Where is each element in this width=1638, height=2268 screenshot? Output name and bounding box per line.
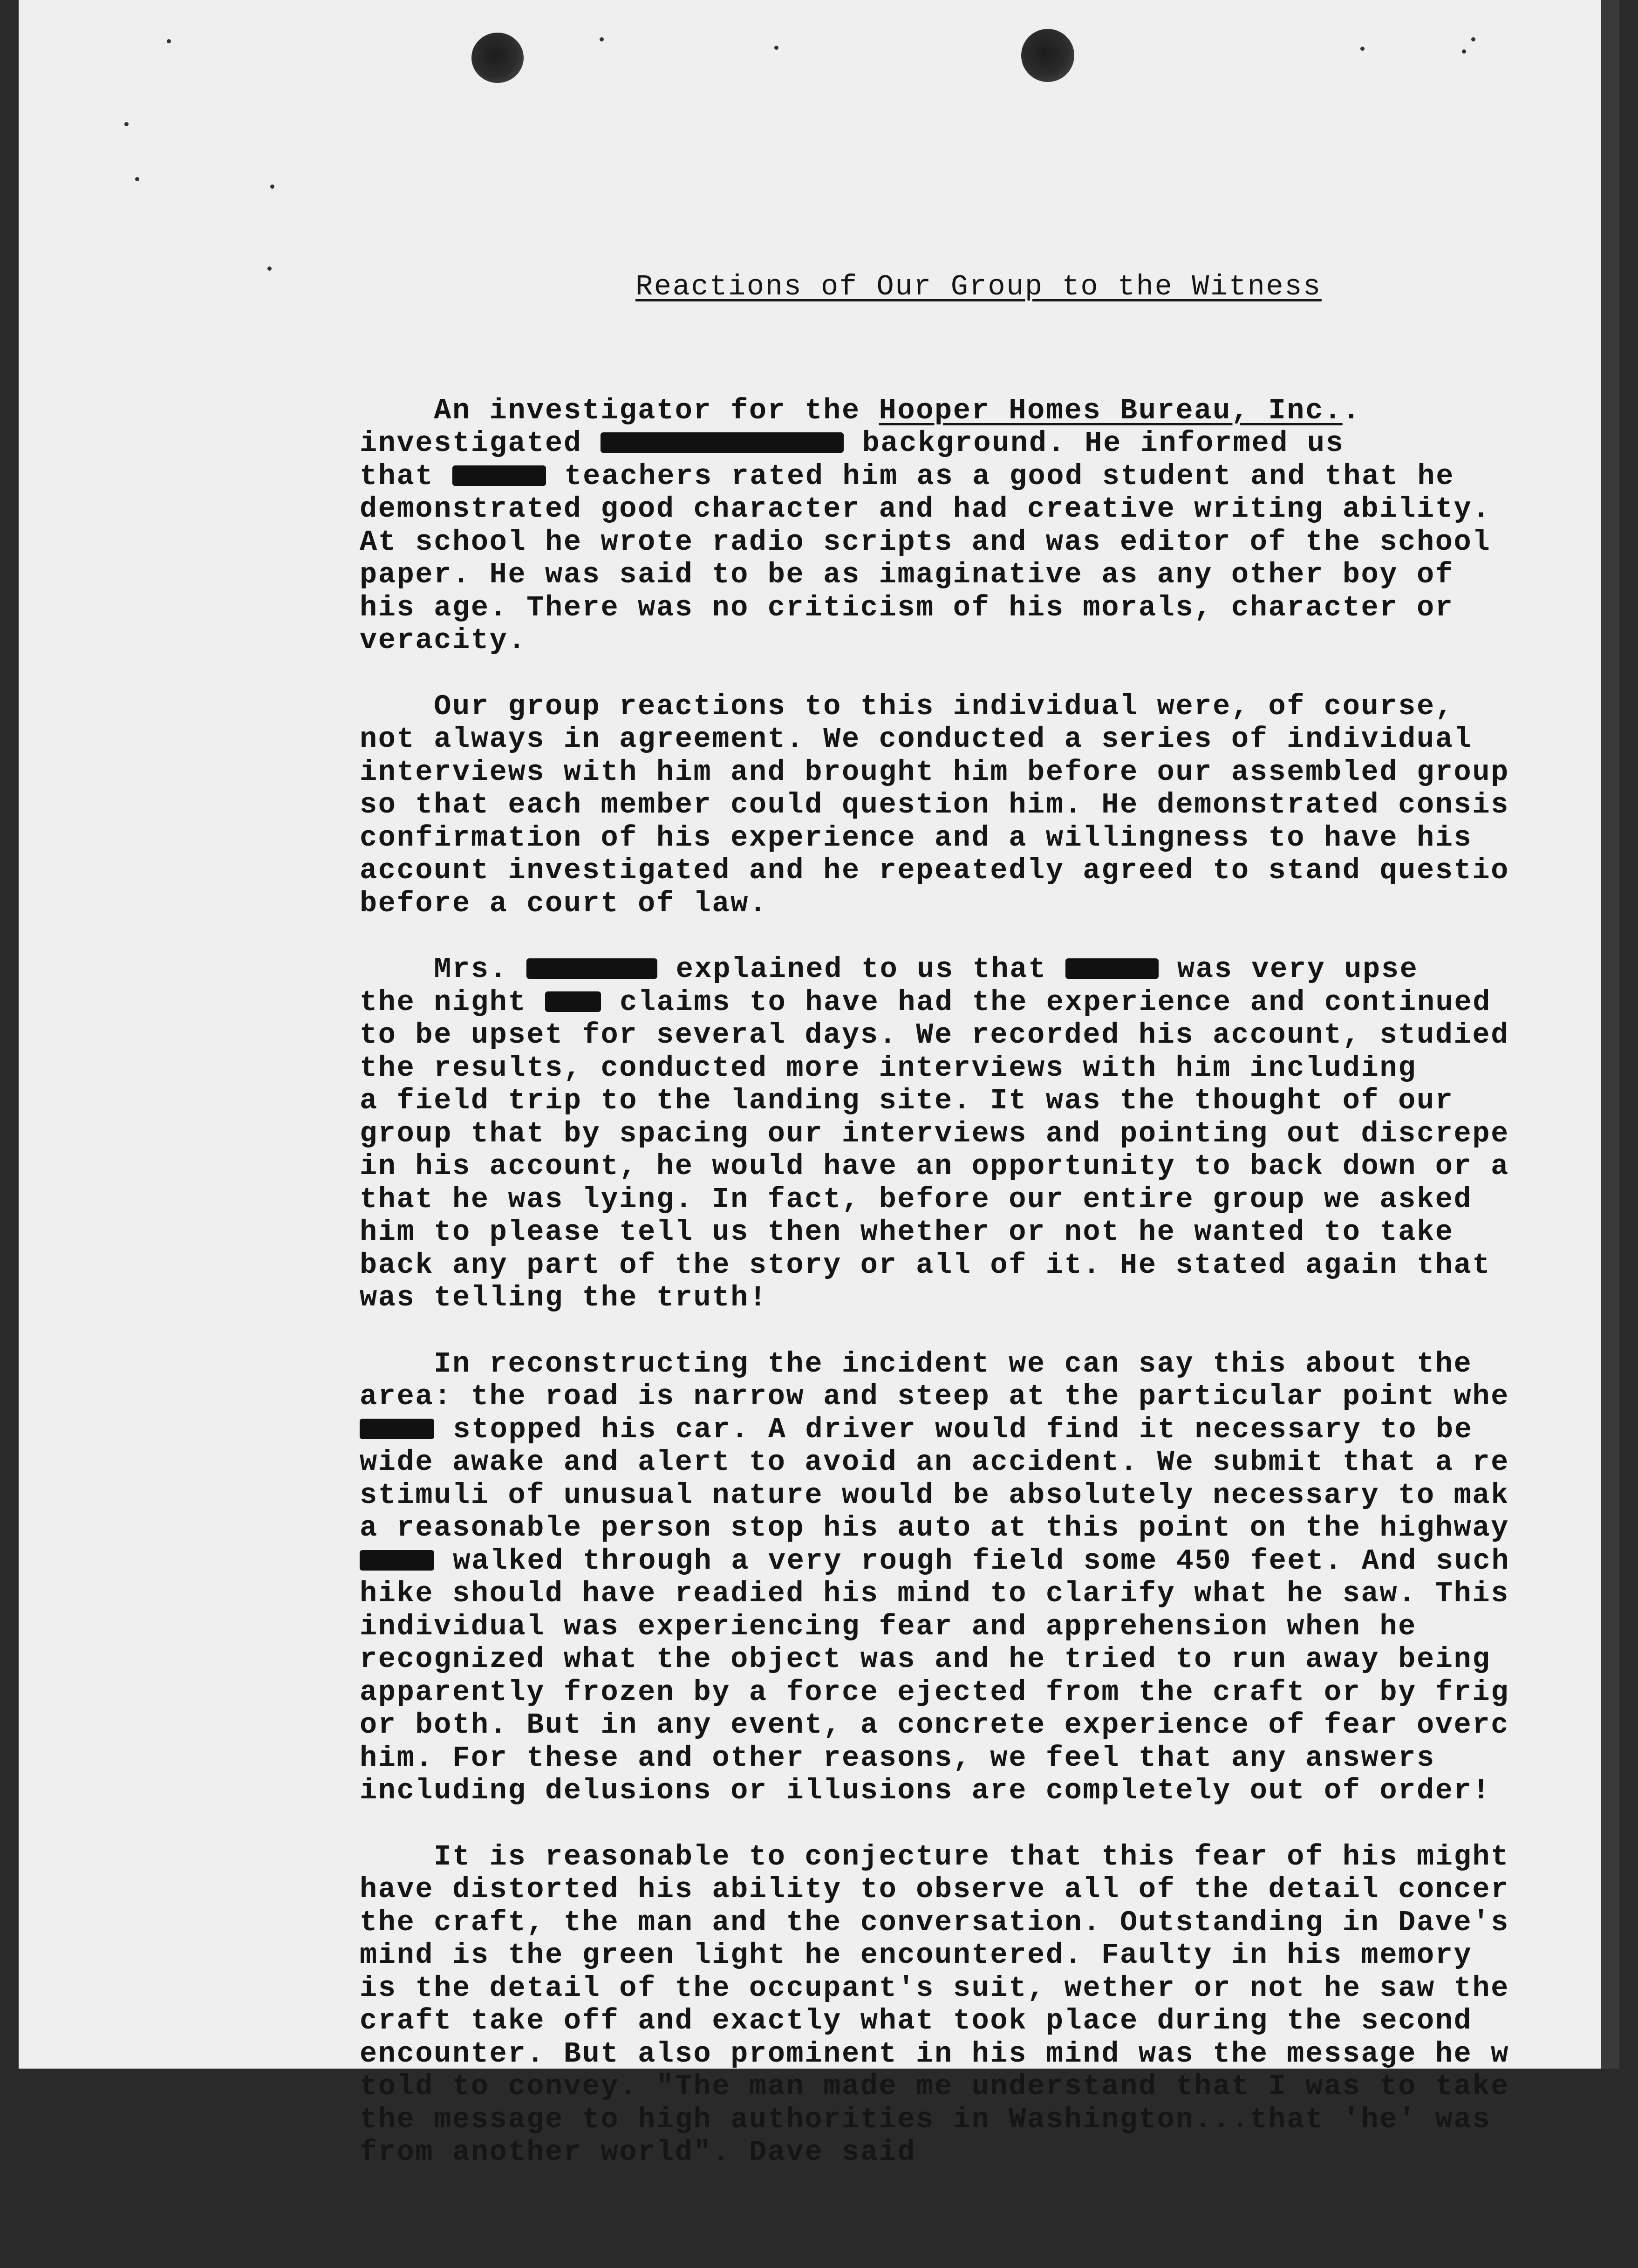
text-segment: wide awake and alert to avoid an accident. We submit that a re [360, 1446, 1509, 1479]
text-line [360, 1676, 1618, 1709]
text-segment: that he was lying. In fact, before our entire group we asked [360, 1182, 1473, 1216]
text-segment: interviews with him and brought him before our assembled group [360, 755, 1509, 789]
text-segment: teachers rated him as a good student and that he [546, 459, 1455, 493]
text-segment: It is reasonable to conjecture that this fear of his might [360, 1840, 1509, 1873]
text-segment: from another world". Dave said [360, 2136, 916, 2169]
text-segment: apparently frozen by a force ejected from the craft or by frig [360, 1675, 1509, 1709]
text-segment: back any part of the story or all of it. He stated again that [360, 1248, 1491, 1282]
text-line [360, 2136, 1618, 2169]
text-line [360, 1282, 1618, 1315]
text-line [360, 1841, 1618, 1874]
text-segment: was telling the truth! [360, 1281, 768, 1314]
text-segment: including delusions or illusions are completely out of order! [360, 1774, 1491, 1807]
text-segment: account investigated and he repeatedly agreed to stand questio [360, 854, 1509, 887]
text-segment: explained to us that [657, 953, 1065, 986]
text-segment: the message to high authorities in Washington...that 'he' was [360, 2103, 1491, 2136]
text-line [360, 592, 1618, 625]
text-segment: the craft, the man and the conversation. Outstanding in Dave's [360, 1906, 1509, 1939]
text-segment: is the detail of the occupant's suit, wether or not he saw the [360, 1971, 1509, 2005]
text-line [360, 395, 1618, 428]
speck [135, 177, 139, 181]
speck [267, 266, 272, 271]
text-segment: that [360, 459, 453, 493]
text-segment: stopped his car. A driver would find it necessary to be [434, 1413, 1473, 1446]
text-segment: a reasonable person stop his auto at this point on the highway [360, 1511, 1509, 1544]
paragraph [360, 690, 1618, 921]
text-line [360, 559, 1618, 592]
text-line [360, 1380, 1618, 1414]
text-segment: a field trip to the landing site. It was the thought of our [360, 1084, 1454, 1117]
text-segment: before a court of law. [360, 887, 768, 920]
text-line [360, 2104, 1618, 2137]
text-line [360, 2038, 1618, 2071]
text-segment: the night [360, 985, 546, 1019]
text-line [360, 1150, 1618, 1183]
text-segment: hike should have readied his mind to clarify what he saw. This [360, 1577, 1509, 1610]
text-line [360, 1216, 1618, 1249]
punch-hole-left [471, 33, 524, 83]
speck [1462, 49, 1466, 54]
text-line [360, 2070, 1618, 2104]
redaction-bar [526, 958, 657, 979]
text-segment: stimuli of unusual nature would be absolutely necessary to mak [360, 1478, 1509, 1512]
speck [167, 39, 171, 43]
redaction-bar [360, 1419, 434, 1439]
text-line [360, 1709, 1618, 1742]
text-segment: encounter. But also prominent in his mind was the message he w [360, 2037, 1509, 2070]
text-segment: claims to have had the experience and continued [601, 985, 1492, 1019]
text-line [360, 789, 1618, 822]
text-segment: demonstrated good character and had creative writing ability. [360, 492, 1491, 526]
document-page [19, 0, 1619, 2169]
speck [270, 184, 274, 189]
text-segment: . [1342, 394, 1361, 427]
redaction-bar [360, 1550, 434, 1571]
text-line [360, 526, 1618, 559]
text-line [360, 1479, 1618, 1512]
text-line [360, 1446, 1618, 1479]
text-line [360, 1249, 1618, 1282]
underlined-text: Hooper Homes Bureau, Inc. [879, 394, 1343, 427]
speck [600, 37, 604, 41]
text-segment: veracity. [360, 624, 527, 657]
text-segment: confirmation of his experience and a willingness to have his [360, 821, 1473, 854]
speck [124, 122, 129, 126]
text-segment: area: the road is narrow and steep at the particular point whe [360, 1380, 1509, 1413]
text-line [360, 1414, 1618, 1447]
text-line [360, 624, 1618, 657]
text-line [360, 1545, 1618, 1578]
text-line [360, 1085, 1618, 1118]
text-segment: the results, conducted more interviews with him including [360, 1051, 1417, 1085]
text-segment: not always in agreement. We conducted a series of individual [360, 723, 1473, 756]
text-segment: in his account, he would have an opportunity to back down or a [360, 1150, 1509, 1183]
punch-hole-right [1021, 29, 1074, 82]
text-segment: have distorted his ability to observe all of the detail concer [360, 1873, 1509, 1906]
text-segment: told to convey. "The man made me understand that I was to take [360, 2070, 1509, 2103]
redaction-bar [452, 465, 546, 486]
text-line [360, 822, 1618, 855]
text-line [360, 1019, 1618, 1052]
text-line [360, 1643, 1618, 1676]
text-segment: to be upset for several days. We recorded his account, studied [360, 1018, 1509, 1052]
text-line [360, 1775, 1618, 1808]
text-line [360, 1348, 1618, 1381]
paragraph [360, 953, 1618, 1315]
text-line [360, 1512, 1618, 1545]
text-segment: At school he wrote radio scripts and was editor of the school [360, 525, 1491, 559]
text-segment: mind is the green light he encountered. Faulty in his memory [360, 1939, 1473, 1972]
paragraph [360, 1841, 1618, 2169]
text-line [360, 723, 1618, 756]
text-line [360, 690, 1618, 724]
text-line [360, 493, 1618, 526]
text-segment: individual was experiencing fear and apprehension when he [360, 1610, 1417, 1643]
text-line [360, 460, 1618, 493]
text-line [360, 1052, 1618, 1085]
text-segment: craft take off and exactly what took place during the second [360, 2004, 1473, 2037]
text-segment: or both. But in any event, a concrete experience of fear overc [360, 1708, 1509, 1742]
speck [774, 46, 778, 50]
text-line [360, 854, 1618, 888]
redaction-bar [545, 991, 601, 1012]
text-line [360, 1578, 1618, 1611]
text-line [360, 1742, 1618, 1775]
text-segment: background. He informed us [843, 427, 1345, 460]
text-line [360, 1939, 1618, 1972]
text-line [360, 1183, 1618, 1216]
paragraph [360, 395, 1618, 657]
document-body [360, 205, 1618, 2268]
text-line [360, 1611, 1618, 1644]
text-segment: him to please tell us then whether or not he wanted to take [360, 1216, 1454, 1249]
text-line [360, 1972, 1618, 2005]
text-segment: Mrs. [360, 953, 527, 986]
text-line [360, 1118, 1618, 1151]
speck [1471, 37, 1475, 41]
text-segment: was very upse [1159, 953, 1419, 986]
document-title: Reactions of Our Group to the Witness [635, 270, 1322, 303]
paragraph-container [360, 395, 1618, 2169]
text-line [360, 756, 1618, 789]
speck [1360, 47, 1365, 51]
text-line [360, 953, 1618, 986]
text-segment: paper. He was said to be as imaginative as any other boy of [360, 558, 1454, 591]
text-segment: Our group reactions to this individual were, of course, [360, 690, 1454, 723]
text-segment: him. For these and other reasons, we feel that any answers [360, 1741, 1435, 1775]
text-segment: group that by spacing our interviews and pointing out discrepe [360, 1117, 1509, 1150]
text-line [360, 1906, 1618, 1940]
text-segment: In reconstructing the incident we can say this about the [360, 1347, 1473, 1380]
text-segment: so that each member could question him. He demonstrated consis [360, 788, 1509, 821]
text-segment: An investigator for the [360, 394, 879, 427]
text-segment: walked through a very rough field some 450 feet. And such [434, 1544, 1510, 1578]
paragraph [360, 1348, 1618, 1808]
text-segment: his age. There was no criticism of his morals, character or [360, 591, 1454, 624]
text-segment: investigated [360, 427, 601, 460]
text-line [360, 2005, 1618, 2038]
redaction-bar [601, 432, 843, 453]
text-line [360, 888, 1618, 921]
text-segment: recognized what the object was and he tried to run away being [360, 1643, 1491, 1676]
redaction-bar [1065, 958, 1159, 979]
text-line [360, 986, 1618, 1019]
page-edge-shadow [1601, 0, 1619, 2069]
text-line [360, 1873, 1618, 1906]
text-line [360, 427, 1618, 460]
